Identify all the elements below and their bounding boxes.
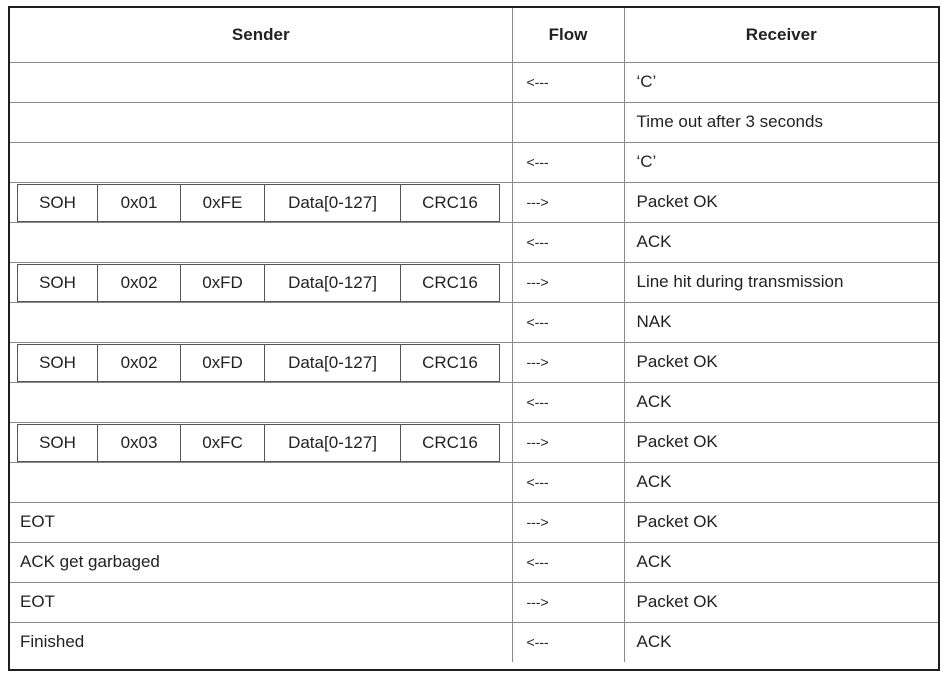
sender-cell xyxy=(10,302,512,342)
table-row xyxy=(10,622,938,662)
sender-packet-cell xyxy=(10,262,512,302)
header-flow: Flow xyxy=(512,8,624,62)
receiver-cell: ‘C’ xyxy=(624,62,938,102)
packet-complement-field: 0xFD xyxy=(181,265,265,301)
packet-soh-field: SOH xyxy=(18,345,98,381)
flow-cell: ---> xyxy=(512,582,624,622)
header-sender: Sender xyxy=(10,8,512,62)
xmodem-sequence-table xyxy=(10,8,938,662)
sender-packet-cell xyxy=(10,182,512,222)
packet-frame xyxy=(17,184,500,222)
sender-cell xyxy=(10,102,512,142)
packet-number-field: 0x02 xyxy=(98,265,181,301)
table-row xyxy=(10,382,938,422)
receiver-cell: ACK xyxy=(624,222,938,262)
packet-crc-field: CRC16 xyxy=(422,272,478,292)
table-row xyxy=(10,302,938,342)
receiver-cell: ACK xyxy=(624,622,938,662)
header-row xyxy=(10,8,938,62)
flow-cell: <--- xyxy=(512,302,624,342)
packet-complement-field: 0xFE xyxy=(181,185,265,221)
receiver-cell: ‘C’ xyxy=(624,142,938,182)
packet-complement-field: 0xFC xyxy=(181,425,265,461)
sender-cell: EOT xyxy=(10,582,512,622)
flow-cell: ---> xyxy=(512,182,624,222)
sender-cell: EOT xyxy=(10,502,512,542)
flow-cell: <--- xyxy=(512,382,624,422)
packet-number-field: 0x02 xyxy=(98,345,181,381)
flow-cell: ---> xyxy=(512,502,624,542)
table-row xyxy=(10,422,938,462)
table-row xyxy=(10,142,938,182)
xmodem-table-frame xyxy=(8,6,940,671)
packet-data-field: Data[0-127] xyxy=(265,185,401,221)
table-body xyxy=(10,62,938,662)
sender-packet-cell xyxy=(10,342,512,382)
sender-cell xyxy=(10,142,512,182)
flow-cell: <--- xyxy=(512,142,624,182)
receiver-cell: ACK xyxy=(624,542,938,582)
receiver-cell: Packet OK xyxy=(624,182,938,222)
table-row xyxy=(10,182,938,222)
table-row xyxy=(10,262,938,302)
sender-cell: Finished xyxy=(10,622,512,662)
packet-frame xyxy=(17,344,500,382)
flow-cell: <--- xyxy=(512,622,624,662)
sender-cell xyxy=(10,62,512,102)
receiver-cell: Packet OK xyxy=(624,342,938,382)
packet-complement-field: 0xFD xyxy=(181,345,265,381)
table-row xyxy=(10,542,938,582)
packet-soh-field: SOH xyxy=(18,265,98,301)
packet-soh-field: SOH xyxy=(18,185,98,221)
sender-cell xyxy=(10,462,512,502)
receiver-cell: Packet OK xyxy=(624,422,938,462)
sender-packet-cell xyxy=(10,422,512,462)
flow-cell: ---> xyxy=(512,342,624,382)
packet-data-field: Data[0-127] xyxy=(265,345,401,381)
receiver-cell: NAK xyxy=(624,302,938,342)
sender-cell: ACK get garbaged xyxy=(10,542,512,582)
table-row xyxy=(10,222,938,262)
packet-number-field: 0x03 xyxy=(98,425,181,461)
packet-crc-field: CRC16 xyxy=(422,352,478,372)
table-row xyxy=(10,342,938,382)
flow-cell: <--- xyxy=(512,462,624,502)
flow-cell: <--- xyxy=(512,222,624,262)
table-row xyxy=(10,582,938,622)
sender-cell xyxy=(10,382,512,422)
header-receiver: Receiver xyxy=(624,8,938,62)
packet-frame xyxy=(17,424,500,462)
receiver-cell: Packet OK xyxy=(624,582,938,622)
packet-number-field: 0x01 xyxy=(98,185,181,221)
receiver-cell: ACK xyxy=(624,382,938,422)
sender-cell xyxy=(10,222,512,262)
packet-soh-field: SOH xyxy=(18,425,98,461)
table-row xyxy=(10,462,938,502)
receiver-cell: Line hit during transmission xyxy=(624,262,938,302)
packet-frame xyxy=(17,264,500,302)
table-row xyxy=(10,102,938,142)
flow-cell: ---> xyxy=(512,422,624,462)
table-row xyxy=(10,502,938,542)
packet-data-field: Data[0-127] xyxy=(265,265,401,301)
packet-crc-field: CRC16 xyxy=(422,192,478,212)
flow-cell xyxy=(512,102,624,142)
receiver-cell: Packet OK xyxy=(624,502,938,542)
flow-cell: <--- xyxy=(512,542,624,582)
packet-data-field: Data[0-127] xyxy=(265,425,401,461)
table-row xyxy=(10,62,938,102)
receiver-cell: Time out after 3 seconds xyxy=(624,102,938,142)
receiver-cell: ACK xyxy=(624,462,938,502)
packet-crc-field: CRC16 xyxy=(422,432,478,452)
flow-cell: ---> xyxy=(512,262,624,302)
flow-cell: <--- xyxy=(512,62,624,102)
